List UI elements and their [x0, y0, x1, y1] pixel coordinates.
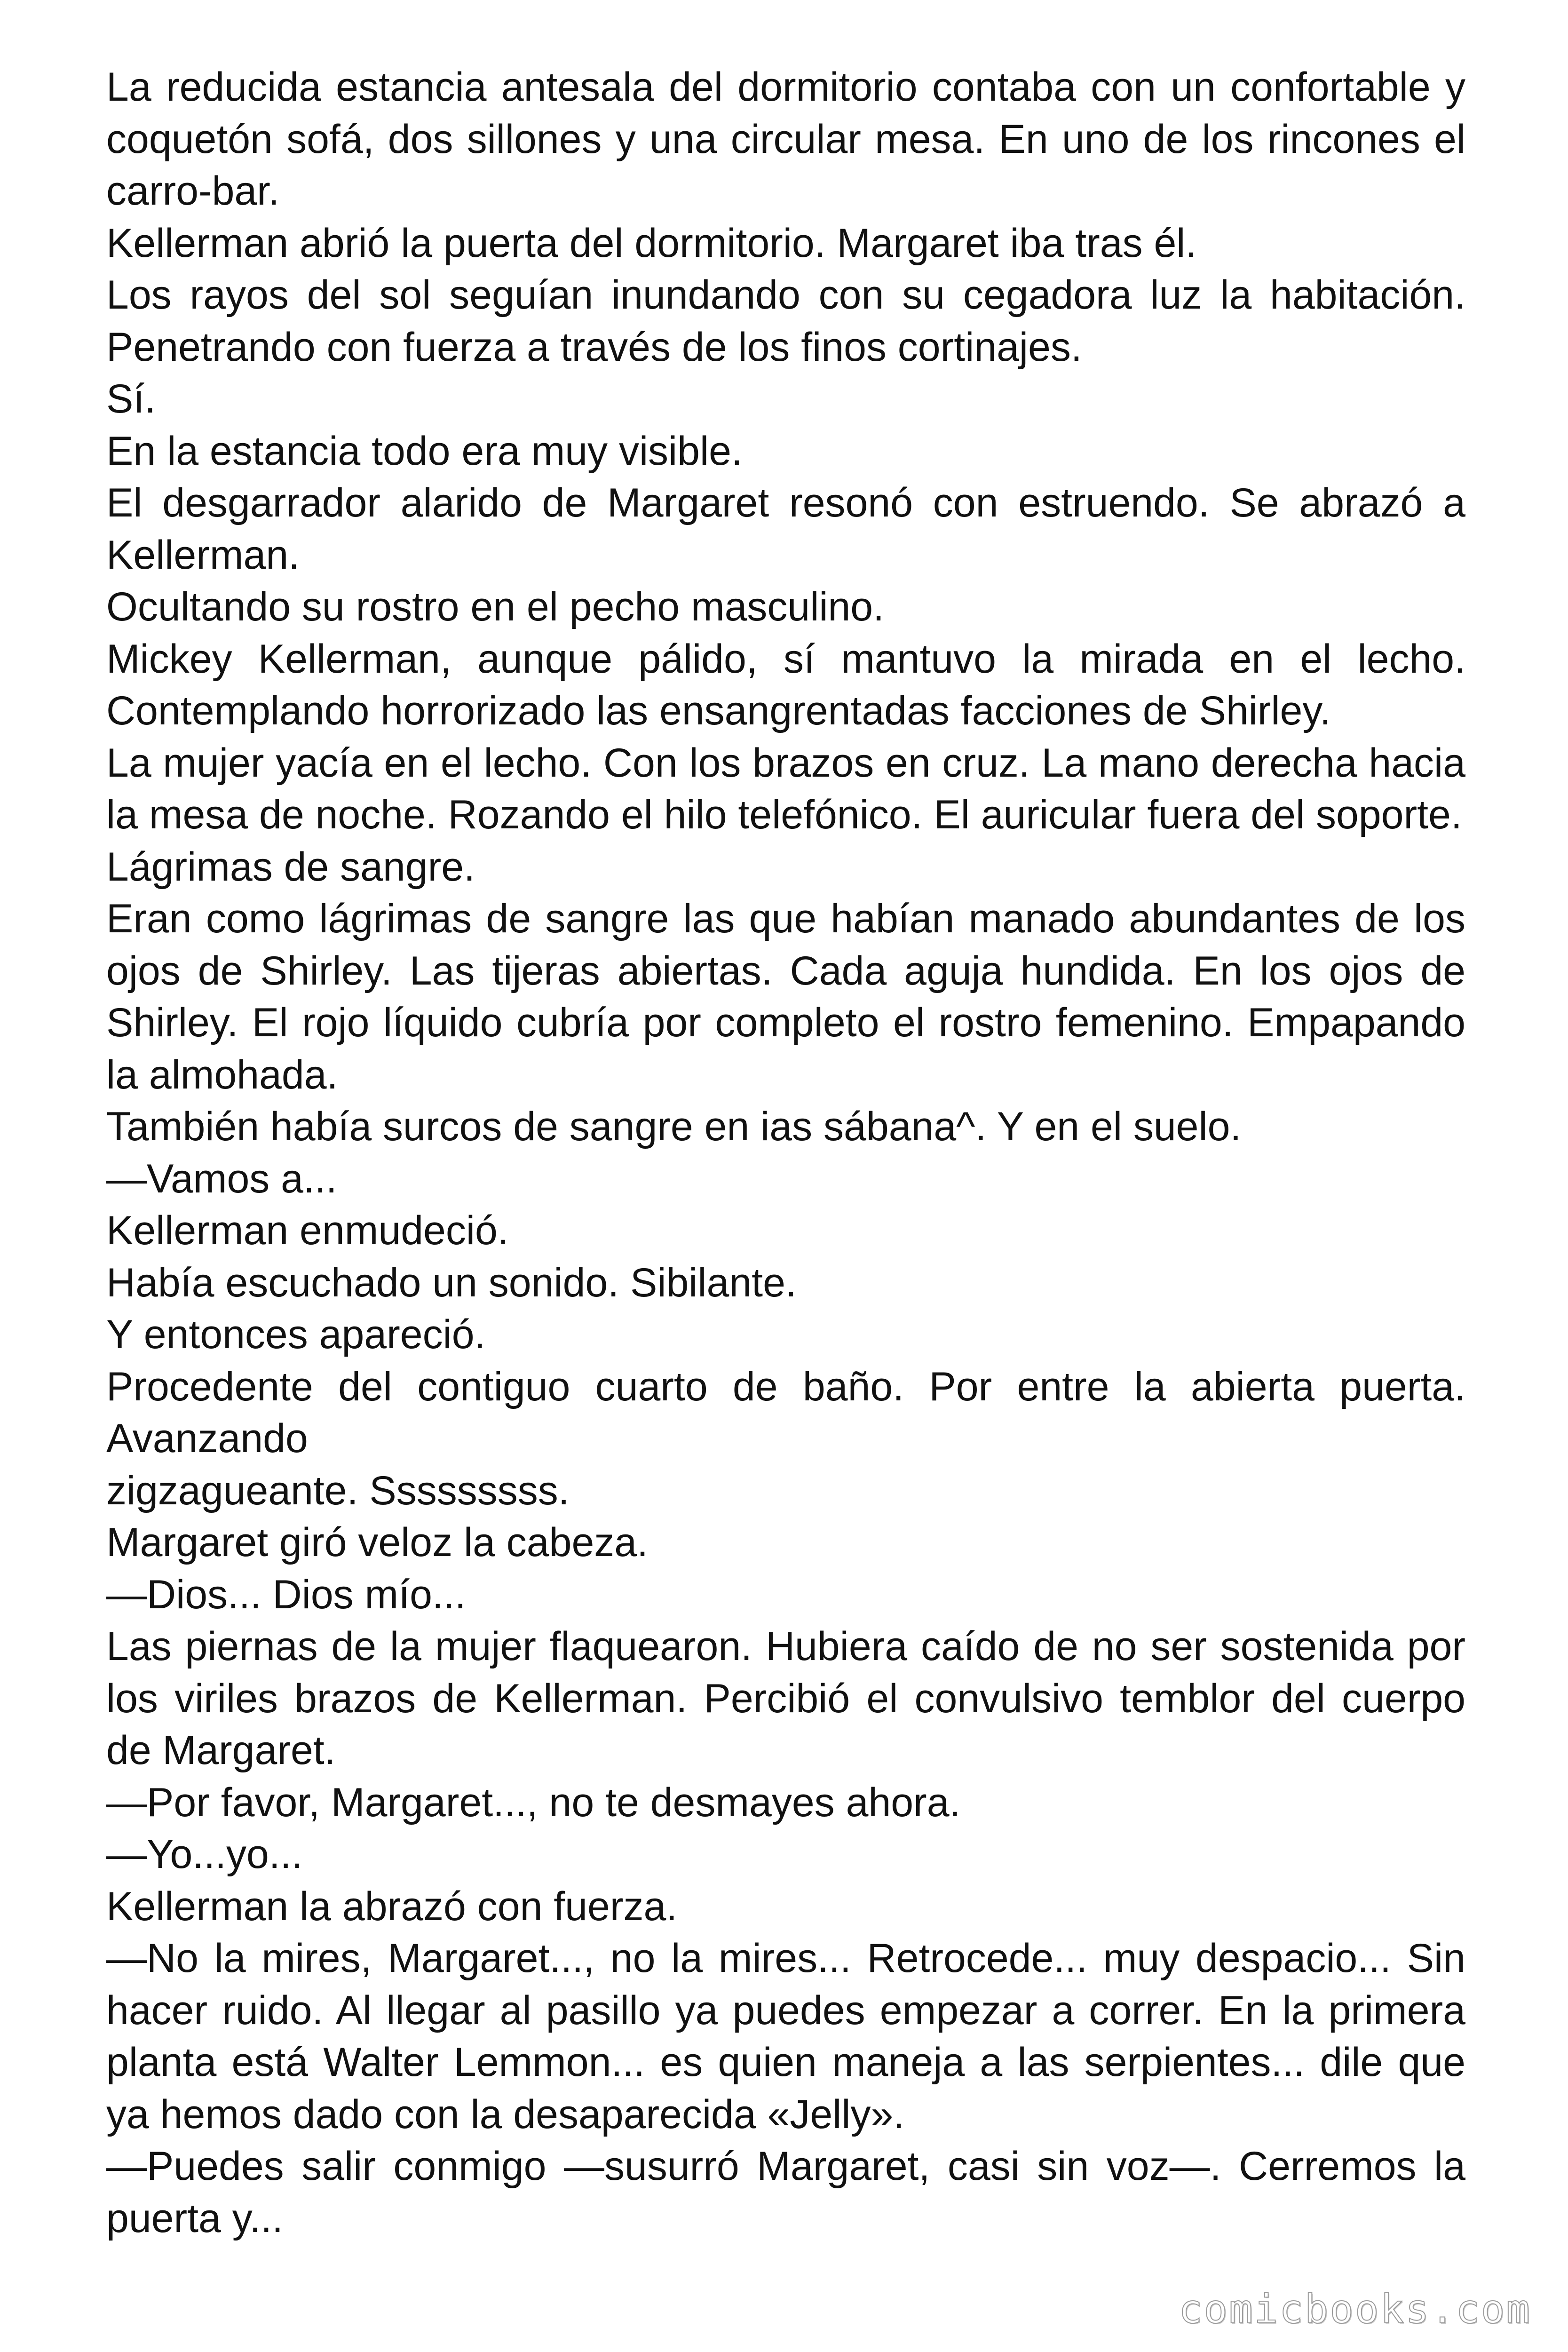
watermark: comicbooks.com — [1178, 2286, 1531, 2332]
paragraph: El desgarrador alarido de Margaret resonó con estruendo. Se abrazó a Kellerman. — [106, 480, 1465, 578]
paragraph: Ocultando su rostro en el pecho masculino. — [106, 584, 885, 629]
paragraph: Kellerman enmudeció. — [106, 1208, 509, 1253]
paragraph: Sí. — [106, 376, 156, 421]
paragraph: La mujer yacía en el lecho. Con los brazos en cruz. La mano derecha hacia la mesa de noche. Rozando el hilo telefónico. El auricular fuera del soporte. — [106, 740, 1465, 837]
paragraph: zigzagueante. Sssssssss. — [106, 1468, 570, 1513]
paragraph: Mickey Kellerman, aunque pálido, sí mantuvo la mirada en el lecho. Contemplando horrorizado las ensangrentadas facciones de Shirley. — [106, 636, 1465, 733]
paragraph: —Dios... Dios mío... — [106, 1572, 466, 1617]
paragraph: Kellerman abrió la puerta del dormitorio. Margaret iba tras él. — [106, 220, 1197, 266]
paragraph: Y entonces apareció. — [106, 1312, 486, 1357]
paragraph: Había escuchado un sonido. Sibilante. — [106, 1260, 797, 1305]
paragraph: —Vamos a... — [106, 1156, 337, 1201]
paragraph: En la estancia todo era muy visible. — [106, 428, 743, 474]
paragraph: La reducida estancia antesala del dormitorio contaba con un confortable y coquetón sofá, dos sillones y una circular mesa. En uno de los rincones el carro-bar. — [106, 64, 1465, 214]
paragraph: Lágrimas de sangre. — [106, 844, 475, 890]
paragraph: Las piernas de la mujer flaquearon. Hubiera caído de no ser sostenida por los viriles brazos de Kellerman. Percibió el convulsivo temblor del cuerpo de Margaret. — [106, 1624, 1465, 1773]
paragraph: También había surcos de sangre en ias sábana^. Y en el suelo. — [106, 1104, 1242, 1149]
paragraph: Procedente del contiguo cuarto de baño. Por entre la abierta puerta. Avanzando — [106, 1364, 1465, 1461]
paragraph: —No la mires, Margaret..., no la mires... Retrocede... muy despacio... Sin hacer ruido. Al llegar al pasillo ya puedes empezar a correr. En la primera planta está Walter Lemmon... es quien maneja a las serpientes... dile que ya hemos dado con la desaparecida «Jelly». — [106, 1936, 1465, 2137]
paragraph: Kellerman la abrazó con fuerza. — [106, 1883, 678, 1929]
body-text — [106, 61, 1465, 2244]
paragraph: Los rayos del sol seguían inundando con su cegadora luz la habitación. Penetrando con fuerza a través de los finos cortinajes. — [106, 272, 1465, 370]
paragraph: —Puedes salir conmigo —susurró Margaret, casi sin voz—. Cerremos la puerta y... — [106, 2144, 1465, 2241]
paragraph: —Yo...yo... — [106, 1832, 303, 1877]
paragraph: —Por favor, Margaret..., no te desmayes ahora. — [106, 1780, 961, 1825]
paragraph: Eran como lágrimas de sangre las que habían manado abundantes de los ojos de Shirley. Las tijeras abiertas. Cada aguja hundida. En los ojos de Shirley. El rojo líquido cubría por completo el rostro femenino. Empapando la almohada. — [106, 896, 1465, 1097]
paragraph: Margaret giró veloz la cabeza. — [106, 1520, 649, 1565]
